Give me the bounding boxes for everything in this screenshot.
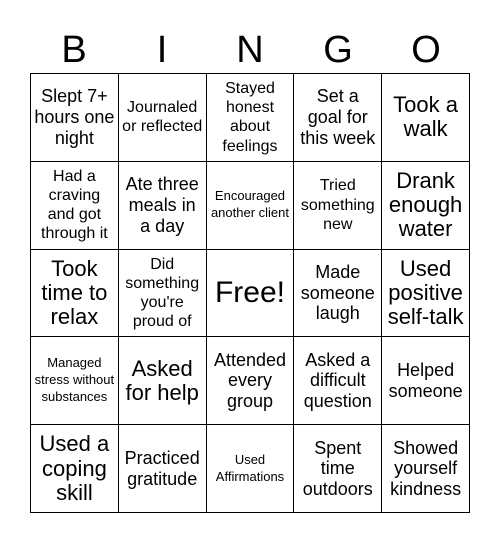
bingo-cell[interactable]: Did something you're proud of [119,250,207,338]
bingo-cell[interactable]: Used a coping skill [31,425,119,513]
bingo-cell[interactable]: Journaled or reflected [119,74,207,162]
bingo-cell[interactable]: Stayed honest about feelings [207,74,295,162]
bingo-cell[interactable]: Used Affirmations [207,425,295,513]
bingo-cell[interactable]: Encouraged another client [207,162,295,250]
bingo-cell[interactable]: Asked a difficult question [294,337,382,425]
bingo-cell[interactable]: Used positive self-talk [382,250,470,338]
bingo-cell[interactable]: Took time to relax [31,250,119,338]
header-letter-g: G [323,29,353,71]
bingo-cell[interactable]: Spent time outdoors [294,425,382,513]
bingo-header [30,28,470,72]
bingo-cell[interactable]: Slept 7+ hours one night [31,74,119,162]
bingo-cell[interactable]: Asked for help [119,337,207,425]
bingo-cell[interactable]: Attended every group [207,337,295,425]
bingo-cell[interactable]: Practiced gratitude [119,425,207,513]
bingo-cell[interactable]: Set a goal for this week [294,74,382,162]
header-letter-i: I [156,29,168,71]
header-letter-o: O [411,29,441,71]
header-letter-b: B [61,29,87,71]
bingo-cell[interactable]: Managed stress without substances [31,337,119,425]
bingo-cell[interactable]: Drank enough water [382,162,470,250]
bingo-cell[interactable]: Showed yourself kindness [382,425,470,513]
bingo-cell[interactable]: Took a walk [382,74,470,162]
bingo-cell[interactable]: Had a craving and got through it [31,162,119,250]
header-letter-n: N [236,29,264,71]
bingo-board [30,73,470,513]
bingo-cell[interactable]: Helped someone [382,337,470,425]
bingo-cell[interactable]: Made someone laugh [294,250,382,338]
bingo-cell[interactable]: Ate three meals in a day [119,162,207,250]
free-space[interactable]: Free! [207,250,295,338]
bingo-cell[interactable]: Tried something new [294,162,382,250]
